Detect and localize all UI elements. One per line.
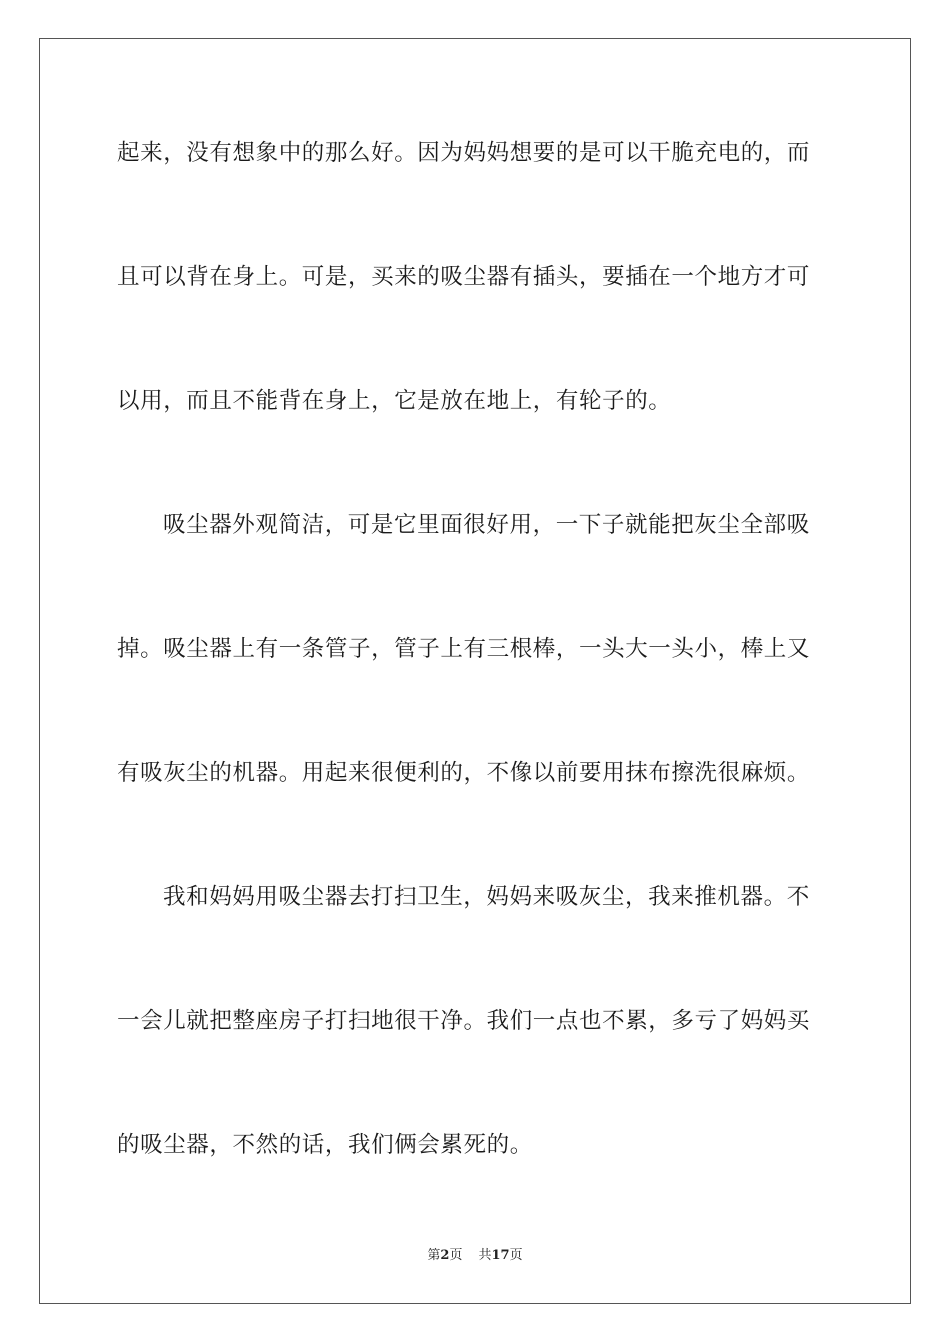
page-number: 2: [440, 1248, 450, 1263]
page-suffix: 页: [449, 1248, 463, 1263]
page-prefix: 第: [427, 1248, 441, 1263]
text-line: 的吸尘器，不然的话，我们俩会累死的。: [117, 1132, 533, 1158]
total-pages: 17: [491, 1248, 510, 1263]
page-border: [39, 38, 911, 1304]
page-footer: [0, 1247, 950, 1265]
text-line: 一会儿就把整座房子打扫地很干净。我们一点也不累，多亏了妈妈买: [117, 1008, 811, 1034]
total-prefix: 共: [478, 1248, 492, 1263]
text-line: 掉。吸尘器上有一条管子，管子上有三根棒，一头大一头小，棒上又: [117, 636, 811, 662]
paragraph-first-line: 我和妈妈用吸尘器去打扫卫生，妈妈来吸灰尘，我来推机器。不: [163, 884, 810, 910]
paragraph-first-line: 吸尘器外观简洁，可是它里面很好用，一下子就能把灰尘全部吸: [163, 512, 810, 538]
text-line: 有吸灰尘的机器。用起来很便利的，不像以前要用抹布擦洗很麻烦。: [117, 760, 811, 786]
text-line: 起来，没有想象中的那么好。因为妈妈想要的是可以干脆充电的，而: [117, 140, 811, 166]
text-line: 以用，而且不能背在身上，它是放在地上，有轮子的。: [117, 388, 672, 414]
total-suffix: 页: [509, 1248, 523, 1263]
text-line: 且可以背在身上。可是，买来的吸尘器有插头，要插在一个地方才可: [117, 264, 811, 290]
